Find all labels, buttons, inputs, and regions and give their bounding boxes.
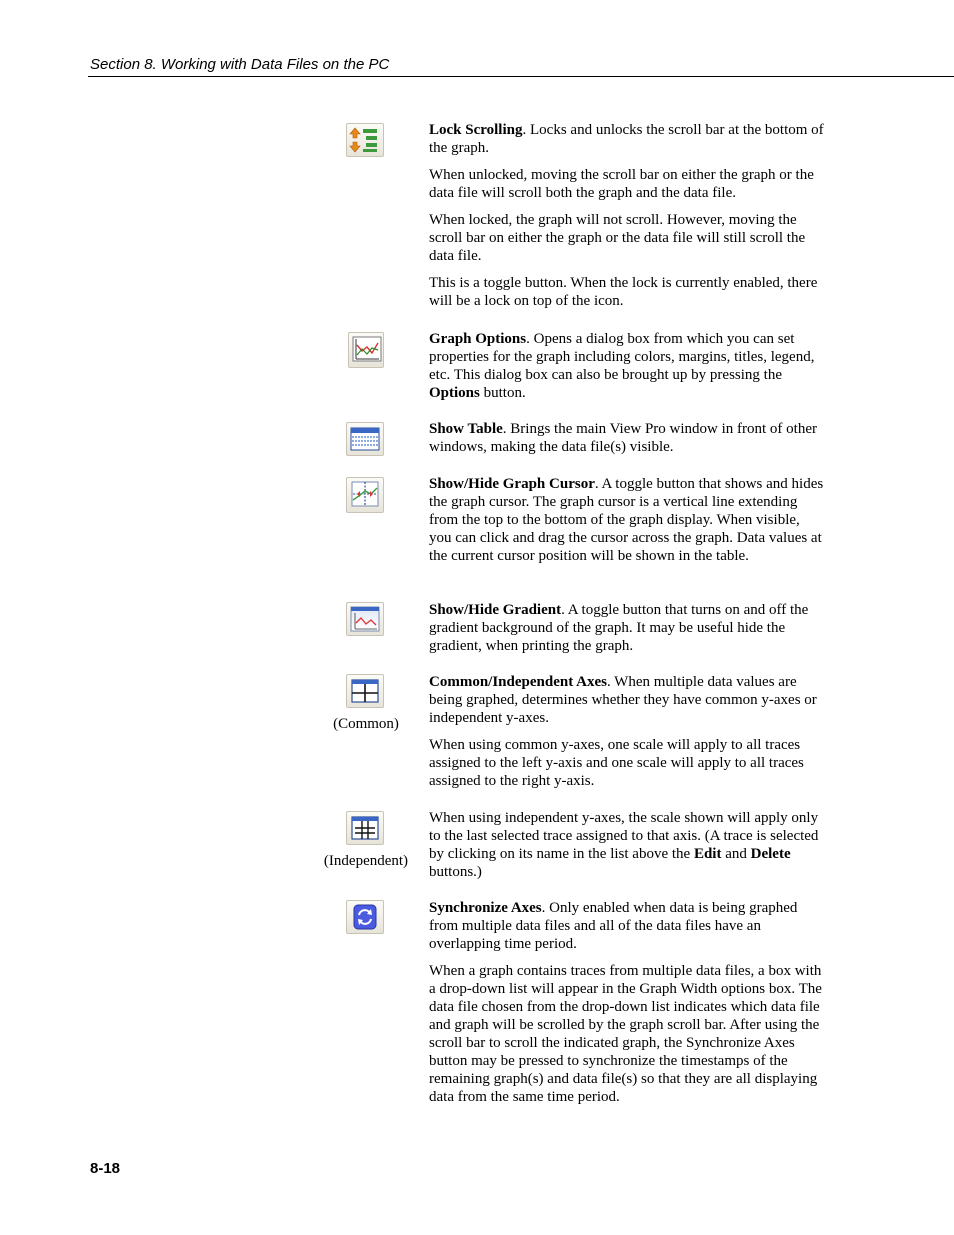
lock-scrolling-icon[interactable] [346, 123, 384, 157]
graph-cursor-description: Show/Hide Graph Cursor. A toggle button that shows and hides the graph cursor. The graph cursor is a vertical line extending from the top to the bottom of the graph display. When visible, you can click and drag the cursor across the graph. Data values at the current cursor position will be shown in the table. [429, 476, 824, 564]
entry-title: Show/Hide Graph Cursor [429, 476, 595, 492]
entry-title: Show Table [429, 421, 503, 437]
independent-caption: (Independent) [323, 853, 409, 869]
lock-scrolling-description: Lock Scrolling. Locks and unlocks the scroll bar at the bottom of the graph. When unlocked, moving the scroll bar on either the graph or the data file will scroll both the graph and the data file. When locked, the graph will not scroll. However, moving the scroll bar on either the graph or the data file will still scroll the data file. This is a toggle button. When the lock is currently enabled, there will be a lock on top of the icon. [429, 122, 824, 309]
common-axes-description: Common/Independent Axes. When multiple data values are being graphed, determines whether they have common y-axes or independent y-axes. When using common y-axes, one scale will apply to all traces assigned to the left y-axis and one scale will apply to all traces assigned to the right y-axis. [429, 673, 824, 799]
graph-options-icon[interactable] [348, 332, 384, 368]
show-table-icon[interactable] [346, 422, 384, 456]
entry-title: Graph Options [429, 331, 527, 347]
common-axes-icon[interactable] [346, 674, 384, 708]
gradient-icon[interactable] [346, 602, 384, 636]
section-header: Section 8. Working with Data Files on the PC [90, 56, 390, 73]
paragraph: When using common y-axes, one scale will apply to all traces assigned to the left y-axis and one scale will apply to all traces assigned to the right y-axis. [429, 737, 804, 789]
show-table-description: Show Table. Brings the main View Pro window in front of other windows, making the data file(s) visible. [429, 421, 817, 455]
page-number: 8-18 [90, 1160, 121, 1177]
gradient-description: Show/Hide Gradient. A toggle button that turns on and off the gradient background of the graph. It may be useful hide the gradient, when printing the graph. [429, 602, 809, 654]
paragraph: This is a toggle button. When the lock is currently enabled, there will be a lock on top of the icon. [429, 275, 818, 309]
synchronize-axes-description: Synchronize Axes. Only enabled when data is being graphed from multiple data files and all of the data files have an overlapping time period. When a graph contains traces from multiple data files, a box with a drop-down list will appear in the Graph Width options box. The data file chosen from the drop-down list indicates which data file and graph will be scrolled by the graph scroll bar. After using the scroll bar to scroll the indicated graph, the Synchronize Axes button may be pressed to synchronize the timestamps of the remaining graph(s) and data file(s) so that they are all displaying data from the same time period. [429, 899, 824, 1115]
graph-options-description: Graph Options. Opens a dialog box from which you can set properties for the graph including colors, margins, titles, legend, etc. This dialog box can also be brought up by pressing the Options button. [429, 331, 815, 401]
paragraph: When a graph contains traces from multiple data files, a box with a drop-down list will appear in the Graph Width options box. The data file chosen from the drop-down list indicates which data file and graph will be scrolled by the graph scroll bar. After using the scroll bar to scroll the indicated graph, the Synchronize Axes button may be pressed to synchronize the timestamps of the remaining graph(s) and data file(s) so that they are all displaying data from the same time period. [429, 963, 822, 1105]
paragraph: When unlocked, moving the scroll bar on either the graph or the data file will scroll both the graph and the data file. [429, 167, 814, 201]
common-caption: (Common) [333, 716, 399, 732]
entry-title: Synchronize Axes [429, 900, 542, 916]
synchronize-axes-icon[interactable] [346, 900, 384, 934]
entry-title: Show/Hide Gradient [429, 602, 562, 618]
header-rule [88, 76, 954, 77]
paragraph: When locked, the graph will not scroll. However, moving the scroll bar on either the graph or the data file will still scroll the data file. [429, 212, 806, 264]
independent-axes-icon[interactable] [346, 811, 384, 845]
entry-title: Common/Independent Axes [429, 674, 607, 690]
independent-axes-description: When using independent y-axes, the scale shown will apply only to the last selected trace assigned to that axis. (A trace is selected by clicking on its name in the list above the Edit and Delete buttons.) [429, 810, 819, 880]
entry-title: Lock Scrolling [429, 122, 523, 138]
graph-cursor-icon[interactable] [346, 477, 384, 513]
